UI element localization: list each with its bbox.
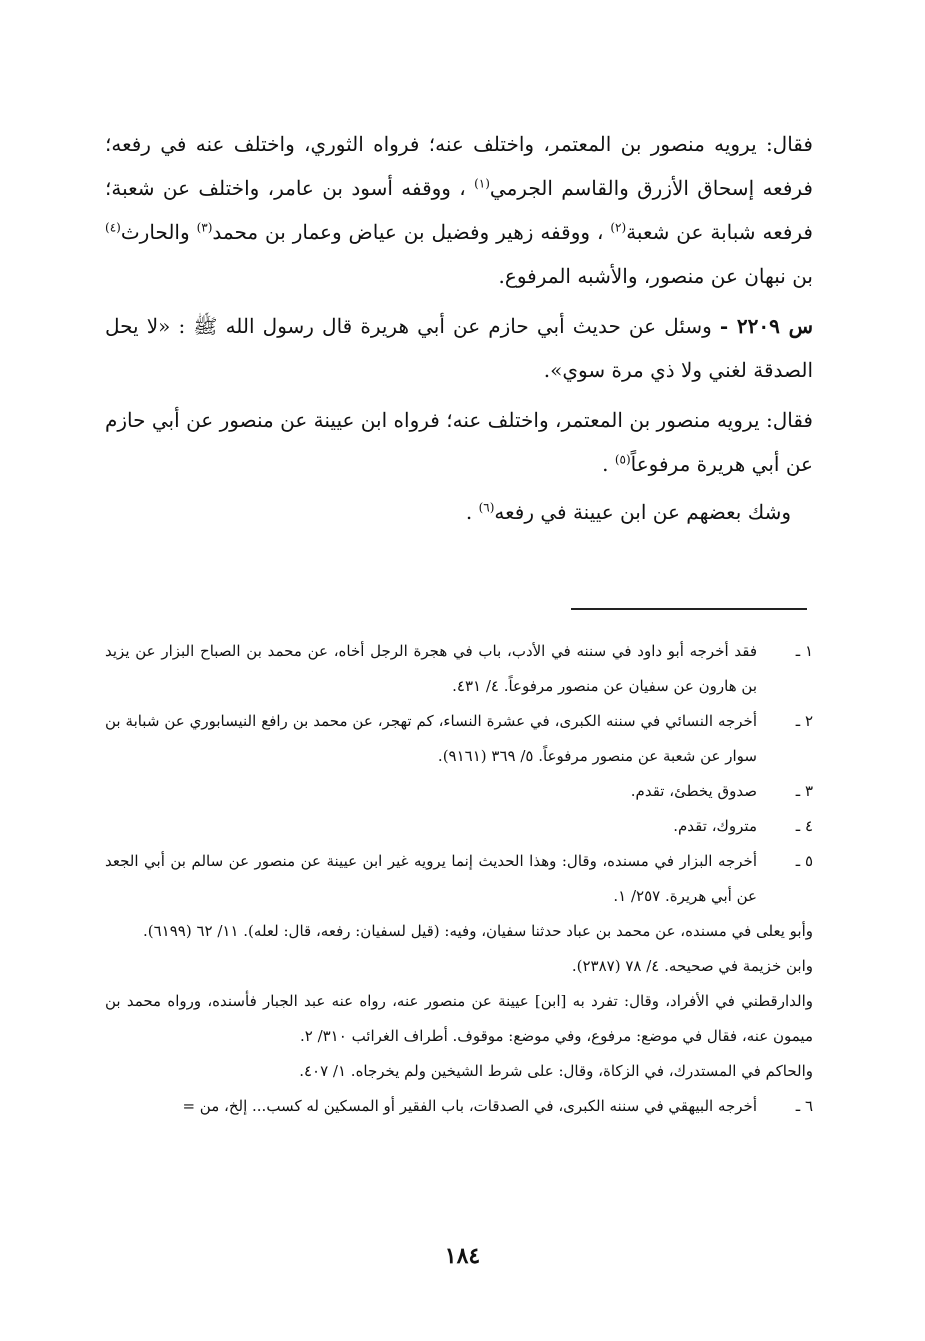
question-paragraph	[105, 304, 813, 392]
footnote-ref-2[interactable]: (٢)	[610, 220, 627, 235]
footnote-text: فقد أخرجه أبو داود في سننه في الأدب، باب في هجرة الرجل أخاه، عن محمد بن الصباح البزار عن يزيد بن هارون عن سفيان عن منصور مرفوعاً. ٤/ ٤٣١.	[105, 642, 757, 695]
footnote-3	[105, 774, 813, 809]
paragraph-answer-1	[105, 122, 813, 298]
text-segment: .	[465, 500, 479, 524]
footnote-5	[105, 844, 813, 914]
footnote-ref-4[interactable]: (٤)	[105, 220, 121, 235]
text-segment: ، ووقفه أسود بن عامر، واختلف عن شعبة؛ فرفعه شبابة عن شعبة	[105, 176, 813, 244]
footnote-text: صدوق يخطئ، تقدم.	[630, 782, 757, 800]
footnote-divider	[571, 608, 807, 610]
footnote-4	[105, 809, 813, 844]
footnote-text: والدارقطني في الأفراد، وقال: تفرد به [ابن] عيينة عن منصور عنه، رواه عنه عبد الجبار فأسنده، ورواه محمد بن ميمون عنه، فقال في موضع: مرفوع، وفي موضع: موقوف. أطراف الغرائب ٣١٠/ ٢.	[105, 992, 813, 1045]
text-segment: والحارث	[120, 220, 197, 244]
footnote-number: ٢ ـ	[795, 712, 813, 730]
footnote-text: أخرجه البزار في مسنده، وقال: وهذا الحديث إنما يرويه غير ابن عيينة عن منصور عن سالم بن أبي الجعد عن أبي هريرة. ٢٥٧/ ١.	[105, 852, 757, 905]
footnote-ref-6[interactable]: (٦)	[478, 500, 495, 515]
footnote-text: والحاكم في المستدرك، في الزكاة، وقال: على شرط الشيخين ولم يخرجاه. ١/ ٤٠٧.	[299, 1062, 813, 1080]
text-segment: فقال: يرويه منصور بن المعتمر، واختلف عنه؛ فرواه الثوري، واختلف عنه في رفعه؛ فرفعه إسحاق الأزرق والقاسم الجرمي	[105, 132, 813, 200]
footnote-text: وابن خزيمة في صحيحه. ٤/ ٧٨ (٢٣٨٧).	[571, 957, 813, 975]
footnote-text: أخرجه النسائي في سننه الكبرى، في عشرة النساء، كم تهجر، عن محمد بن رافع النيسابوري عن شبابة بن سوار عن شعبة عن منصور مرفوعاً. ٥/ ٣٦٩ (٩١٦١).	[105, 712, 757, 765]
text-segment: فقال: يرويه منصور بن المعتمر، واختلف عنه؛ فرواه ابن عيينة عن منصور عن أبي حازم عن أبي هريرة مرفوعاً	[105, 408, 813, 476]
footnote-text: متروك، تقدم.	[673, 817, 757, 835]
footnote-2	[105, 704, 813, 774]
paragraph-answer-2	[105, 398, 813, 486]
footnote-text: وأبو يعلى في مسنده، عن محمد بن عباد حدثنا سفيان، وفيه: (قيل لسفيان: رفعه، قال: لعله). ١١/ ٦٢ (٦١٩٩).	[142, 922, 813, 940]
text-segment: ، ووقفه زهير وفضيل بن عياض وعمار بن محمد	[212, 220, 611, 244]
footnote-number: ١ ـ	[795, 642, 813, 660]
footnote-ref-5[interactable]: (٥)	[614, 452, 631, 467]
footnote-1	[105, 634, 813, 704]
footnote-number: ٤ ـ	[795, 817, 813, 835]
footnote-ref-1[interactable]: (١)	[474, 176, 490, 191]
footnote-number: ٥ ـ	[795, 852, 813, 870]
footnote-5-continued	[105, 914, 813, 1089]
footnote-number: ٦ ـ	[795, 1097, 813, 1115]
text-segment: .	[602, 452, 615, 476]
question-number: س ٢٢٠٩ -	[719, 314, 813, 338]
footnote-6	[105, 1089, 813, 1124]
text-segment: وشك بعضهم عن ابن عيينة في رفعه	[494, 500, 791, 524]
paragraph-note	[105, 490, 813, 534]
main-text	[105, 122, 813, 534]
footnote-ref-3[interactable]: (٣)	[196, 220, 213, 235]
footnote-text: أخرجه البيهقي في سننه الكبرى، في الصدقات، باب الفقير أو المسكين له كسب... إلخ، من =	[182, 1097, 757, 1115]
question-text: وسئل عن حديث أبي حازم عن أبي هريرة قال رسول الله ﷺ : «لا يحل الصدقة لغني ولا ذي مرة سوي».	[105, 314, 813, 382]
footnote-number: ٣ ـ	[795, 782, 813, 800]
footnotes-section	[105, 634, 813, 1124]
page-number: ١٨٤	[444, 1243, 481, 1269]
text-segment: بن نبهان عن منصور، والأشبه المرفوع.	[498, 264, 813, 288]
